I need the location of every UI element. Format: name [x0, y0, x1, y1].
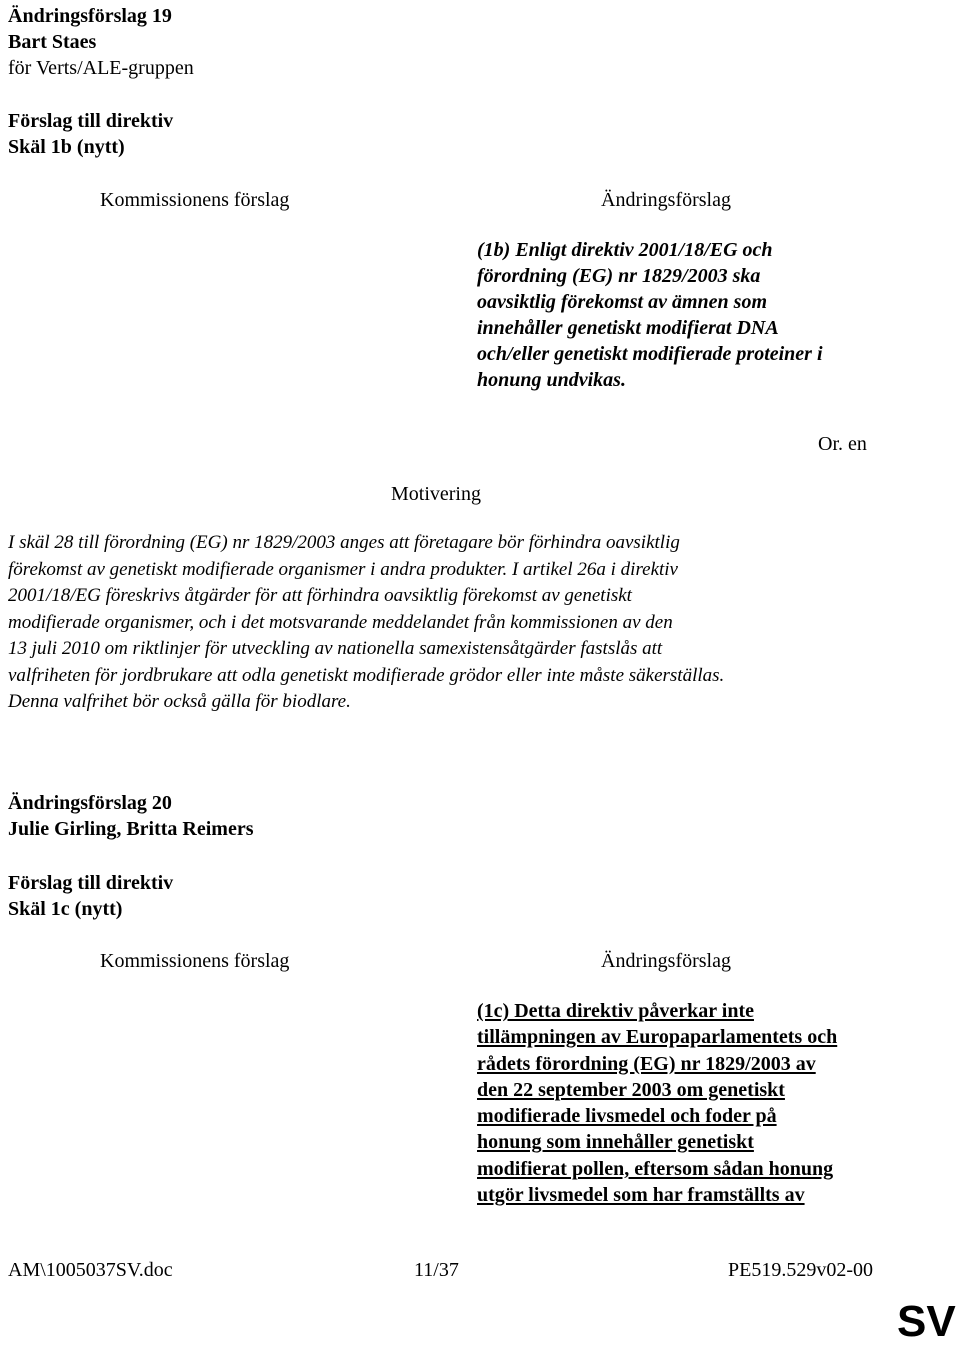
motivation-line: modifierade organismer, och i det motsvarande meddelandet från kommissionen av den — [8, 611, 673, 633]
amendment-19-recital: Skäl 1b (nytt) — [8, 136, 125, 158]
motivation-line: förekomst av genetiskt modifierade organismer i andra produkter. I artikel 26a i direktiv — [8, 558, 678, 580]
amendment-text-line: (1c) Detta direktiv påverkar inte — [477, 1000, 754, 1022]
footer-pe-ref: PE519.529v02-00 — [728, 1259, 873, 1281]
footer-page-number: 11/37 — [414, 1259, 459, 1281]
amendment-19-col-amendment: Ändringsförslag — [601, 189, 731, 211]
amendment-19-col-commission: Kommissionens förslag — [100, 189, 290, 211]
amendment-19-group: för Verts/ALE-gruppen — [8, 57, 194, 79]
amendment-text-line: modifierade livsmedel och foder på — [477, 1105, 777, 1128]
original-language: Or. en — [818, 433, 867, 455]
motivation-line: 2001/18/EG föreskrivs åtgärder för att förhindra oavsiktlig förekomst av genetiskt — [8, 585, 632, 606]
amendment-20-title: Ändringsförslag 20 — [8, 792, 172, 814]
amendment-20-col-commission: Kommissionens förslag — [100, 950, 290, 972]
motivation-title: Motivering — [391, 483, 481, 505]
amendment-text-line: rådets förordning (EG) nr 1829/2003 av — [477, 1052, 816, 1075]
amendment-20-recital: Skäl 1c (nytt) — [8, 898, 123, 920]
amendment-text-line: förordning (EG) nr 1829/2003 ska — [477, 265, 761, 287]
amendment-text-line: den 22 september 2003 om genetiskt — [477, 1078, 785, 1101]
amendment-20-col-amendment: Ändringsförslag — [601, 950, 731, 972]
amendment-19-title: Ändringsförslag 19 — [8, 5, 172, 27]
amendment-text-line: tillämpningen av Europaparlamentets och — [477, 1026, 838, 1049]
amendment-text-line: och/eller genetiskt modifierade proteiner i — [477, 343, 823, 365]
motivation-line: Denna valfrihet bör också gälla för biodlare. — [8, 691, 351, 712]
amendment-text-line: oavsiktlig förekomst av ämnen som — [477, 291, 767, 313]
amendment-text-line: utgör livsmedel som har framställts av — [477, 1184, 805, 1207]
amendment-19-author: Bart Staes — [8, 31, 97, 53]
amendment-19-text — [477, 237, 823, 393]
amendment-text-line: (1b) Enligt direktiv 2001/18/EG och — [477, 239, 773, 261]
motivation-text — [8, 530, 953, 716]
amendment-19-proposal: Förslag till direktiv — [8, 110, 174, 132]
motivation-line: 13 juli 2010 om riktlinjer för utveckling av nationella samexistensåtgärder fastslås att — [8, 638, 663, 659]
motivation-line: I skäl 28 till förordning (EG) nr 1829/2003 anges att företagare bör förhindra oavsiktlig — [8, 532, 680, 553]
footer-doc-ref: AM\1005037SV.doc — [8, 1259, 173, 1281]
amendment-20-proposal: Förslag till direktiv — [8, 872, 174, 894]
motivation-line: valfriheten för jordbrukare att odla genetiskt modifierade grödor eller inte måste säkerställas. — [8, 664, 725, 686]
amendment-text-line: honung som innehåller genetiskt — [477, 1131, 754, 1154]
amendment-text-line: honung undvikas. — [477, 369, 626, 391]
amendment-text-line: modifierat pollen, eftersom sådan honung — [477, 1157, 834, 1180]
amendment-20-text — [477, 998, 837, 1208]
amendment-text-line: innehåller genetiskt modifierat DNA — [477, 317, 779, 339]
language-code: SV — [897, 1297, 956, 1346]
amendment-20-author: Julie Girling, Britta Reimers — [8, 818, 254, 840]
